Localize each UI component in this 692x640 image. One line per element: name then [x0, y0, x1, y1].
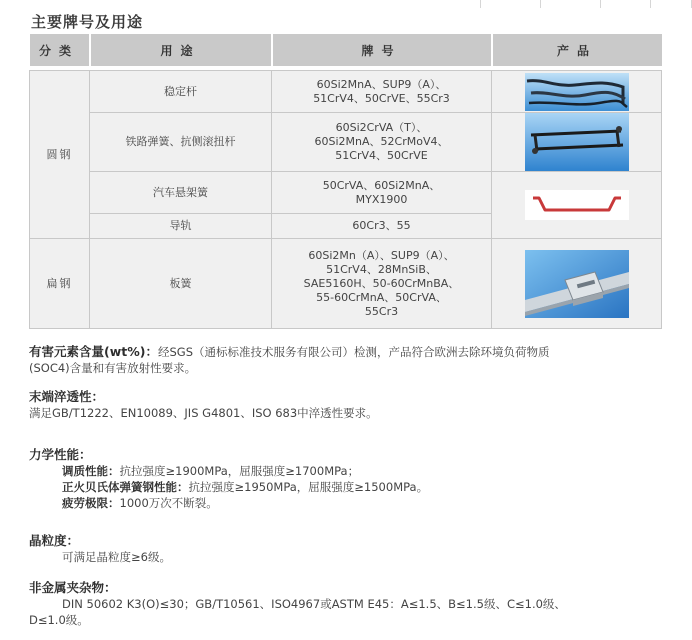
mechanical-section	[29, 447, 669, 511]
use-cell: 稳定杆	[90, 71, 272, 113]
product-image-cell	[492, 113, 662, 172]
table-row	[30, 113, 662, 172]
stabilizer-bars-photo	[525, 73, 629, 111]
hardenability-text: 满足GB/T1222、EN10089、JIS G4801、ISO 683中淬透性要求。	[29, 406, 378, 420]
harmful-elements-section	[29, 344, 669, 376]
grade-cell: 50CrVA、60Si2MnA、 MYX1900	[272, 172, 492, 214]
header-product: 产品	[492, 34, 662, 66]
use-cell: 汽车悬架簧	[90, 172, 272, 214]
table-row	[30, 172, 662, 214]
mechanical-item: 正火贝氏体弹簧钢性能：抗拉强度≥1950MPa，屈服强度≥1500MPa。	[62, 480, 429, 494]
use-cell: 导轨	[90, 214, 272, 239]
table-row	[30, 71, 662, 113]
hardenability-heading: 末端淬透性：	[29, 389, 105, 404]
grade-cell: 60Si2MnA、SUP9（A）、 51CrV4、50CrVE、55Cr3	[272, 71, 492, 113]
inclusions-text-line2: D≤1.0级。	[29, 613, 89, 627]
grain-text: 可满足晶粒度≥6级。	[62, 550, 171, 564]
top-edge-dividers	[480, 0, 692, 8]
linear-guide-rail-photo	[525, 250, 629, 318]
use-cell: 板簧	[90, 239, 272, 329]
page-title: 主要牌号及用途	[31, 13, 144, 31]
harmful-text-line1: 经SGS（通标标准技术服务有限公司）检测，产品符合欧洲去除环境负荷物质	[157, 345, 550, 359]
inclusions-section	[29, 580, 679, 628]
harmful-text-line2: (SOC4)含量和有害放射性要求。	[29, 361, 197, 375]
grade-cell: 60Si2Mn（A）、SUP9（A）、 51CrV4、28MnSiB、 SAE5160H、50-60CrMnBA、 55-60CrMnA、50CrVA、 55Cr3	[272, 239, 492, 329]
inclusions-text-line1: DIN 50602 K3(O)≤30；GB/T10561、ISO4967或ASTM E45：A≤1.5、B≤1.5级、C≤1.0级、	[62, 597, 566, 611]
grade-cell: 60Cr3、55	[272, 214, 492, 239]
harmful-heading: 有害元素含量(wt%)：	[29, 344, 158, 359]
product-image-cell	[492, 71, 662, 113]
header-use: 用途	[90, 34, 272, 66]
header-grade: 牌号	[272, 34, 492, 66]
hardenability-section	[29, 389, 669, 421]
table-header-row	[30, 34, 662, 66]
grades-table	[29, 34, 662, 329]
category-flat-steel: 扁钢	[30, 239, 90, 329]
mechanical-heading: 力学性能：	[29, 447, 92, 462]
mechanical-item: 调质性能：抗拉强度≥1900MPa，屈服强度≥1700MPa；	[62, 464, 360, 478]
inclusions-heading: 非金属夹杂物：	[29, 580, 117, 595]
grain-heading: 晶粒度：	[29, 533, 80, 548]
product-image-cell	[492, 239, 662, 329]
torsion-bar-photo	[525, 113, 629, 171]
grade-cell: 60Si2CrVA（T）、 60Si2MnA、52CrMoV4、 51CrV4、50CrVE	[272, 113, 492, 172]
guide-rail-spring-photo	[525, 190, 629, 220]
use-cell: 铁路弹簧、抗侧滚扭杆	[90, 113, 272, 172]
grain-section	[29, 533, 669, 565]
product-image-cell	[492, 172, 662, 239]
category-round-steel: 圆钢	[30, 71, 90, 239]
table-row	[30, 239, 662, 329]
header-category: 分类	[30, 34, 90, 66]
mechanical-item: 疲劳极限：1000万次不断裂。	[62, 496, 218, 510]
